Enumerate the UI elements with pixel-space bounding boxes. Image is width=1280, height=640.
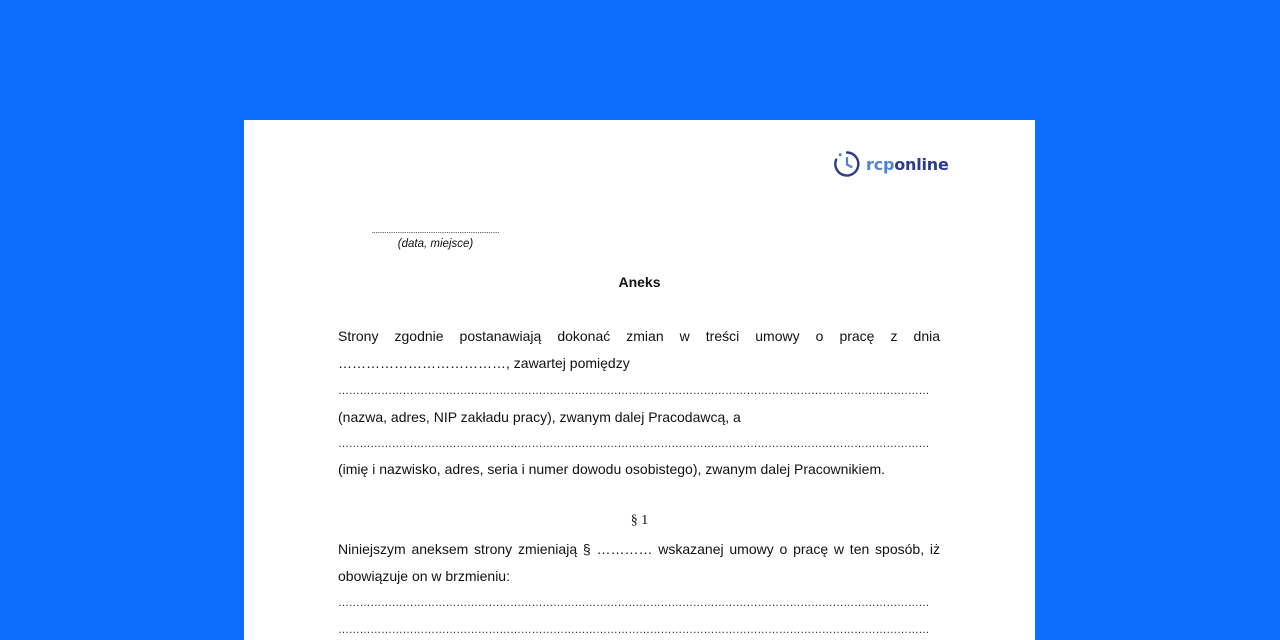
logo-text-rcp: rcp <box>866 154 895 174</box>
employer-dots-line: ………………………………………………………………………………………………………………………………………………… <box>338 385 930 397</box>
date-place-field <box>348 226 523 252</box>
employee-dots-line: ………………………………………………………………………………………………………………………………………………… <box>338 438 930 450</box>
section-dots-line-2: ………………………………………………………………………………………………………………………………………………… <box>338 624 930 636</box>
section-line-2: obowiązuje on w brzmieniu: <box>338 568 510 584</box>
logo-text <box>866 155 949 174</box>
logo-text-online: online <box>894 154 949 174</box>
date-place-dots: ...................................................................... <box>371 226 500 235</box>
intro-line-2: ………………………………, zawartej pomiędzy <box>338 355 630 371</box>
document-title: Aneks <box>618 274 661 290</box>
employer-caption: (nazwa, adres, NIP zakładu pracy), zwanym dalej Pracodawcą, a <box>338 409 741 425</box>
section-mark: § 1 <box>630 513 649 528</box>
section-line-1: Niniejszym aneksem strony zmieniają § ………… wskazanej umowy o pracę w ten sposób, iż <box>338 541 940 557</box>
section-dots-line-1: ………………………………………………………………………………………………………………………………………………… <box>338 597 930 609</box>
date-place-label: (data, miejsce) <box>397 238 474 250</box>
clock-icon <box>833 150 861 178</box>
rcponline-logo <box>833 150 949 178</box>
intro-line-1: Strony zgodnie postanawiają dokonać zmian w treści umowy o pracę z dnia <box>338 328 940 344</box>
document-page <box>244 120 1035 640</box>
employee-caption: (imię i nazwisko, adres, seria i numer dowodu osobistego), zwanym dalej Pracownikiem. <box>338 461 886 477</box>
